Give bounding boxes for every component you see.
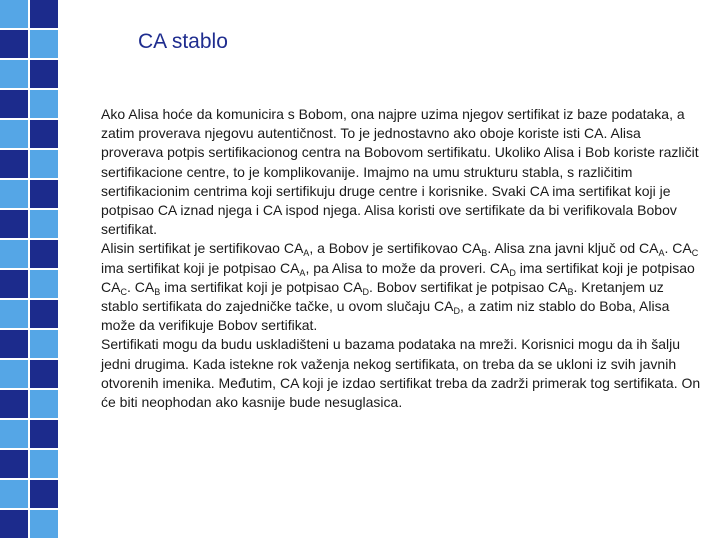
paragraph-text: Alisin sertifikat je sertifikovao CA	[101, 240, 304, 257]
stripe-square	[0, 180, 30, 210]
stripe-square	[0, 240, 30, 270]
stripe-square	[0, 150, 30, 180]
subscript-text: B	[481, 248, 488, 259]
stripe-square	[30, 0, 60, 30]
paragraph-text: , pa Alisa to može da proveri. CA	[305, 259, 510, 276]
slide-title: CA stablo	[138, 30, 228, 53]
stripe-square	[30, 60, 60, 90]
stripe-square	[0, 120, 30, 150]
stripe-square	[30, 360, 60, 390]
paragraph-text: Ako Alisa hoće da komunicira s Bobom, ona najpre uzima njegov sertifikat iz baze podataka, a zatim proverava njegovu autentičnost. To je jednostavno ako oboje koriste isti CA. Alisa proverava potpis sertifikacionog centra na Bobovom sertifikatu. Ukoliko Alisa i Bob koriste različit sertifikacione centre, to je komplikovanije. Imajmo na umu strukturu stabla, s različitim sertifikacionim centrima koji sertifikuju druge centre i korisnike. Svaki CA ima sertifikat koji je potpisao CA iznad njega i CA ispod njega. Alisa koristi ove sertifikate da bi verifikovala Bobov sertifikat.	[101, 106, 699, 238]
stripe-square	[0, 30, 30, 60]
subscript-text: B	[154, 286, 161, 297]
paragraph-text: . Bobov sertifikat je potpisao CA	[369, 278, 568, 295]
stripe-square	[30, 270, 60, 300]
paragraph-text: ima sertifikat koji je potpisao CA	[101, 259, 695, 295]
subscript-text: D	[362, 286, 370, 297]
stripe-row	[0, 480, 60, 510]
stripe-square	[0, 420, 30, 450]
paragraph-text: . CA	[664, 240, 692, 257]
stripe-row	[0, 210, 60, 240]
stripe-row	[0, 300, 60, 330]
paragraph-text: , a zatim niz stablo do Boba, Alisa može da verifikuje Bobov sertifikat.	[101, 298, 670, 334]
paragraph-text: ima sertifikat koji je potpisao CA	[101, 259, 300, 276]
body-paragraph	[101, 105, 701, 239]
stripe-square	[30, 120, 60, 150]
stripe-row	[0, 150, 60, 180]
body-paragraph	[101, 335, 701, 412]
stripe-row	[0, 120, 60, 150]
stripe-square	[0, 480, 30, 510]
stripe-square	[30, 450, 60, 480]
stripe-square	[30, 90, 60, 120]
stripe-square	[0, 60, 30, 90]
slide-body	[101, 105, 701, 412]
paragraph-text: ima sertifikat koji je potpisao CA	[160, 278, 363, 295]
decorative-checker-stripe	[0, 0, 60, 540]
paragraph-text: . Alisa zna javni ključ od CA	[487, 240, 659, 257]
stripe-row	[0, 60, 60, 90]
stripe-row	[0, 360, 60, 390]
subscript-text: C	[120, 286, 127, 297]
paragraph-text: . CA	[126, 278, 155, 295]
subscript-text: A	[658, 248, 665, 259]
stripe-row	[0, 180, 60, 210]
stripe-square	[0, 0, 30, 30]
subscript-text: C	[691, 248, 699, 259]
paragraph-text: , a Bobov je sertifikovao CA	[309, 240, 482, 257]
stripe-square	[30, 180, 60, 210]
paragraph-text: . Kretanjem uz stablo sertifikata do zajedničke tačke, u ovom slučaju CA	[101, 278, 664, 315]
stripe-square	[0, 450, 30, 480]
stripe-square	[30, 420, 60, 450]
stripe-square	[0, 90, 30, 120]
stripe-square	[30, 30, 60, 60]
stripe-row	[0, 330, 60, 360]
stripe-square	[30, 510, 60, 540]
paragraph-text: Sertifikati mogu da budu uskladišteni u bazama podataka na mreži. Korisnici mogu da ih šalju jedni drugima. Kada istekne rok važenja nekog sertifikata, on treba da se ukloni iz svih javnih otvorenih imenika. Međutim, CA koji je izdao sertifikat treba da zadrži primerak tog sertifikata. On će biti neophodan ako kasnije bude nesuglasica.	[101, 336, 701, 411]
stripe-square	[0, 360, 30, 390]
stripe-square	[0, 330, 30, 360]
stripe-square	[0, 510, 30, 540]
stripe-square	[30, 150, 60, 180]
stripe-row	[0, 240, 60, 270]
stripe-square	[30, 480, 60, 510]
stripe-square	[0, 270, 30, 300]
stripe-square	[30, 300, 60, 330]
subscript-text: A	[303, 248, 310, 259]
body-paragraph	[101, 239, 701, 335]
stripe-row	[0, 0, 60, 30]
stripe-square	[30, 330, 60, 360]
stripe-row	[0, 510, 60, 540]
stripe-row	[0, 450, 60, 480]
subscript-text: D	[509, 267, 516, 278]
subscript-text: A	[299, 267, 306, 278]
stripe-square	[0, 390, 30, 420]
subscript-text: D	[453, 306, 461, 317]
stripe-square	[30, 240, 60, 270]
stripe-row	[0, 390, 60, 420]
stripe-square	[30, 210, 60, 240]
stripe-row	[0, 90, 60, 120]
stripe-square	[0, 300, 30, 330]
stripe-square	[0, 210, 30, 240]
stripe-row	[0, 30, 60, 60]
stripe-square	[30, 390, 60, 420]
subscript-text: B	[567, 286, 574, 297]
stripe-row	[0, 270, 60, 300]
stripe-row	[0, 420, 60, 450]
